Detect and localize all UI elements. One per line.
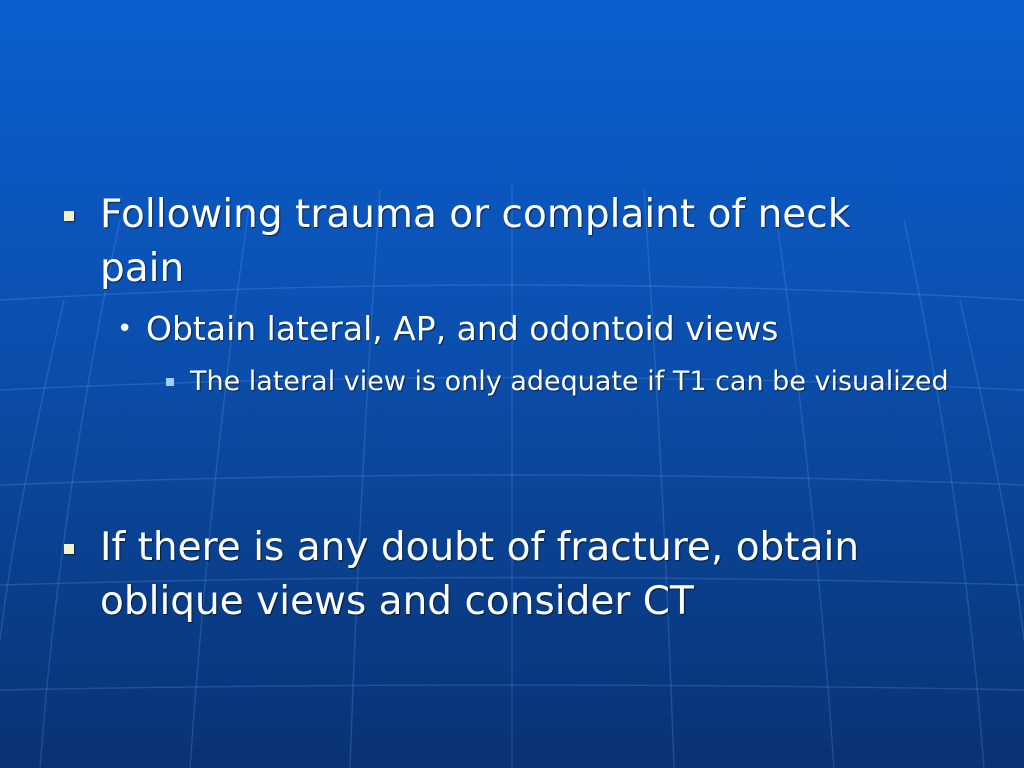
level1-bullet-square-icon [64,544,74,554]
bullet-level1-text: Following trauma or complaint of neck pain [100,192,851,291]
level3-bullet-square-icon [166,378,174,386]
bullet-level1-text: If there is any doubt of fracture, obtain oblique views and consider CT [100,525,860,624]
level1-bullet-square-icon [64,211,74,221]
bullet-level3-text: The lateral view is only adequate if T1 can be visualized [190,366,949,397]
bullet-level2-text: Obtain lateral, AP, and odontoid views [146,309,779,348]
level2-bullet-dot-icon: • [117,314,133,344]
